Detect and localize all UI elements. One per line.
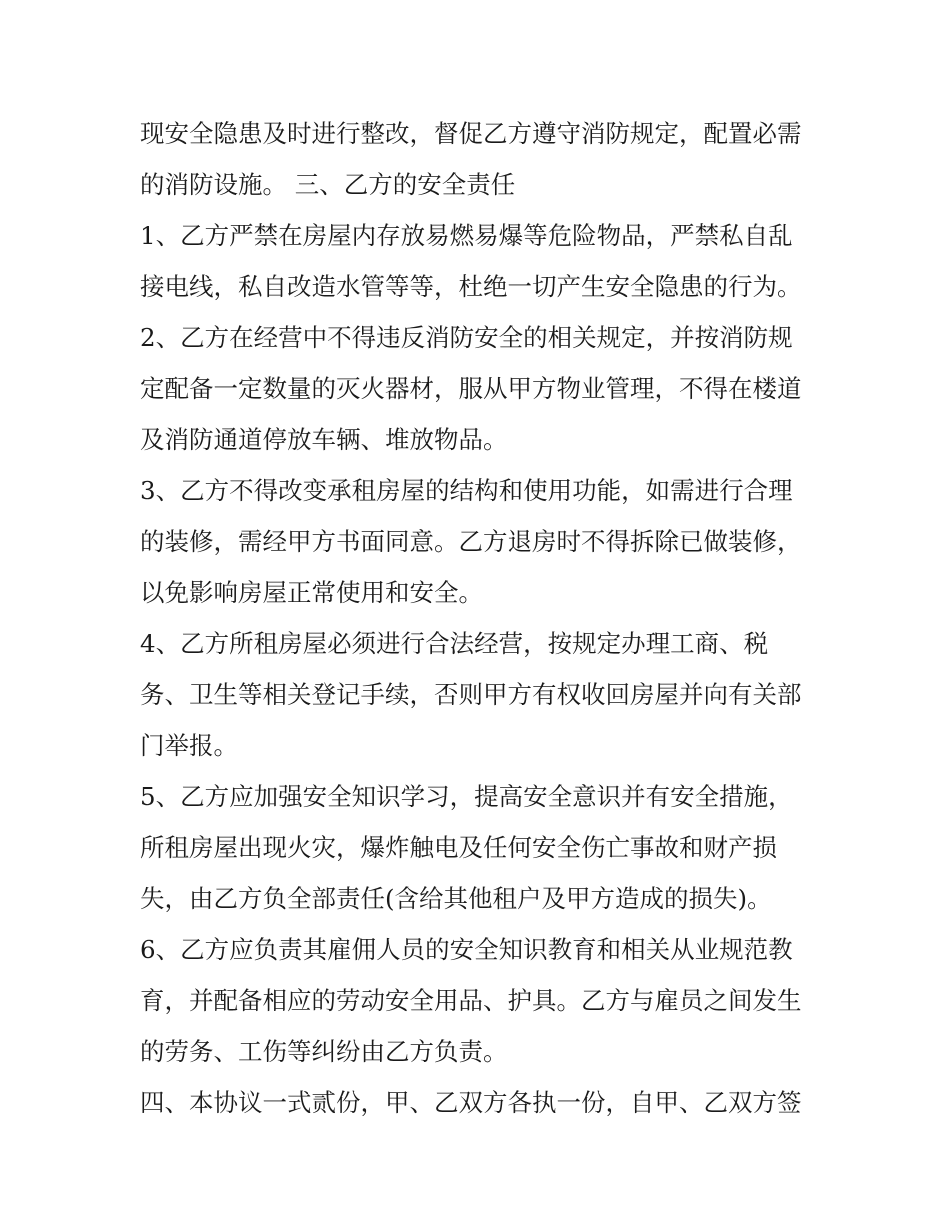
text-line: 育，并配备相应的劳动安全用品、护具。乙方与雇员之间发生 — [140, 986, 802, 1015]
text-line: 1、乙方严禁在房屋内存放易燃易爆等危险物品，严禁私自乱 — [140, 221, 793, 250]
text-line: 的消防设施。 三、乙方的安全责任 — [140, 170, 516, 199]
text-line: 门举报。 — [140, 731, 238, 760]
text-line: 失，由乙方负全部责任(含给其他租户及甲方造成的损失)。 — [140, 884, 772, 913]
text-line: 的劳务、工伤等纠纷由乙方负责。 — [140, 1037, 508, 1066]
text-line: 以免影响房屋正常使用和安全。 — [140, 578, 483, 607]
text-line: 及消防通道停放车辆、堆放物品。 — [140, 425, 508, 454]
text-line: 3、乙方不得改变承租房屋的结构和使用功能，如需进行合理 — [140, 476, 793, 505]
text-line: 5、乙方应加强安全知识学习，提高安全意识并有安全措施， — [140, 782, 793, 811]
text-line: 4、乙方所租房屋必须进行合法经营，按规定办理工商、税 — [140, 629, 769, 658]
text-line: 的装修，需经甲方书面同意。乙方退房时不得拆除已做装修， — [140, 527, 802, 556]
document-body — [140, 108, 820, 1128]
text-line: 所租房屋出现火灾，爆炸触电及任何安全伤亡事故和财产损 — [140, 833, 777, 862]
text-line: 四、本协议一式贰份，甲、乙双方各执一份，自甲、乙双方签 — [140, 1088, 802, 1117]
text-line: 务、卫生等相关登记手续，否则甲方有权收回房屋并向有关部 — [140, 680, 802, 709]
text-line: 6、乙方应负责其雇佣人员的安全知识教育和相关从业规范教 — [140, 935, 793, 964]
text-line: 现安全隐患及时进行整改，督促乙方遵守消防规定，配置必需 — [140, 119, 802, 148]
text-line: 2、乙方在经营中不得违反消防安全的相关规定，并按消防规 — [140, 323, 793, 352]
text-line: 定配备一定数量的灭火器材，服从甲方物业管理，不得在楼道 — [140, 374, 802, 403]
text-line: 接电线，私自改造水管等等，杜绝一切产生安全隐患的行为。 — [140, 272, 802, 301]
